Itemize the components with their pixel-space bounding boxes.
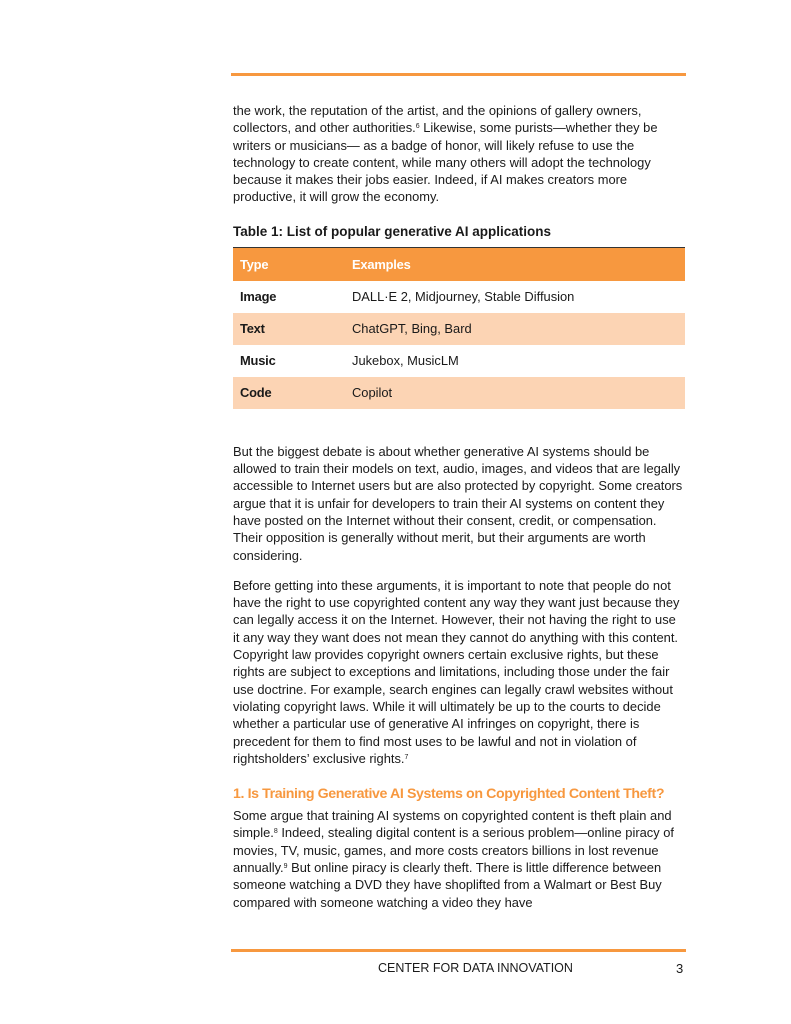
- cell-type: Text: [233, 313, 345, 345]
- cell-examples: Jukebox, MusicLM: [352, 353, 459, 369]
- column-header-type: Type: [233, 247, 345, 281]
- paragraph-debate: But the biggest debate is about whether generative AI systems should be allowed to train their models on text, audio, images, and videos that are legally accessible to Internet users but are also protected by copyright. Some creators argue that it is unfair for developers to train their AI systems on content they have posted on the Internet without their consent, credit, or compensation. Their opposition is generally without merit, but their arguments are worth considering.: [233, 443, 683, 563]
- section-heading: 1. Is Training Generative AI Systems on Copyrighted Content Theft?: [233, 786, 665, 803]
- paragraph-rights: [233, 577, 685, 767]
- paragraph-theft: [233, 807, 685, 911]
- page-number: 3: [676, 961, 684, 976]
- paragraph-text: But online piracy is clearly theft. There is little difference between someone watching a DVD they have shoplifted from a Walmart or Best Buy compared with someone watching a video they have: [233, 860, 662, 910]
- table-row: [233, 281, 685, 313]
- footnote-ref[interactable]: 6: [415, 123, 420, 131]
- generative-ai-table: [233, 247, 685, 409]
- footnote-ref[interactable]: 8: [273, 828, 278, 836]
- footnote-ref[interactable]: 9: [283, 863, 288, 871]
- paragraph-text: Indeed, stealing digital content is a serious problem—online piracy of movies, TV, music, games, and more costs creators billions in lost revenue annually.: [233, 825, 675, 876]
- footnote-ref[interactable]: 7: [404, 753, 409, 761]
- paragraph-text: Before getting into these arguments, it is important to note that people do not have the right to use copyrighted content any way they want just because they can legally access it on the Internet. However, their not having the right to use it any way they want does not mean they cannot do anything with this content. Copyright law provides copyright owners certain exclusive rights, but these rights are subject to exceptions and limitations, including those under the fair use doctrine. For example, search engines can legally crawl websites without violating copyright laws. While it will ultimately be up to the courts to decide whether a particular use of generative AI infringes on copyright, there is precedent for them to find most uses to be lawful and not in violation of rightsholders’ exclusive rights.: [233, 577, 680, 766]
- paragraph-text: Likewise, some purists—whether they be writers or musicians— as a badge of honor, will likely refuse to use the technology to create content, while many others will adopt the technology because it makes their jobs easier. Indeed, if AI makes creators more productive, it will grow the economy.: [233, 120, 658, 205]
- table-row: [233, 345, 685, 377]
- table-row: [233, 377, 685, 409]
- table-header-row: [233, 247, 685, 281]
- table-caption: Table 1: List of popular generative AI applications: [233, 223, 552, 239]
- table-row: [233, 313, 685, 345]
- page-content: [233, 102, 685, 911]
- cell-type: Music: [240, 353, 276, 369]
- paragraph-text: Some argue that training AI systems on copyrighted content is theft plain and simple.: [233, 808, 672, 841]
- footer-org-name: CENTER FOR DATA INNOVATION: [378, 961, 573, 975]
- header-rule: [231, 73, 686, 76]
- paragraph-text: the work, the reputation of the artist, and the opinions of gallery owners, collectors, and other authorities.: [233, 103, 642, 136]
- cell-examples: ChatGPT, Bing, Bard: [345, 313, 685, 345]
- cell-type: Code: [233, 377, 345, 409]
- cell-examples: Copilot: [345, 377, 685, 409]
- paragraph-intro: [233, 102, 685, 206]
- cell-type: Image: [240, 289, 277, 305]
- footer-rule: [231, 949, 686, 952]
- cell-examples: DALL·E 2, Midjourney, Stable Diffusion: [352, 289, 575, 305]
- column-header-examples: Examples: [345, 247, 685, 281]
